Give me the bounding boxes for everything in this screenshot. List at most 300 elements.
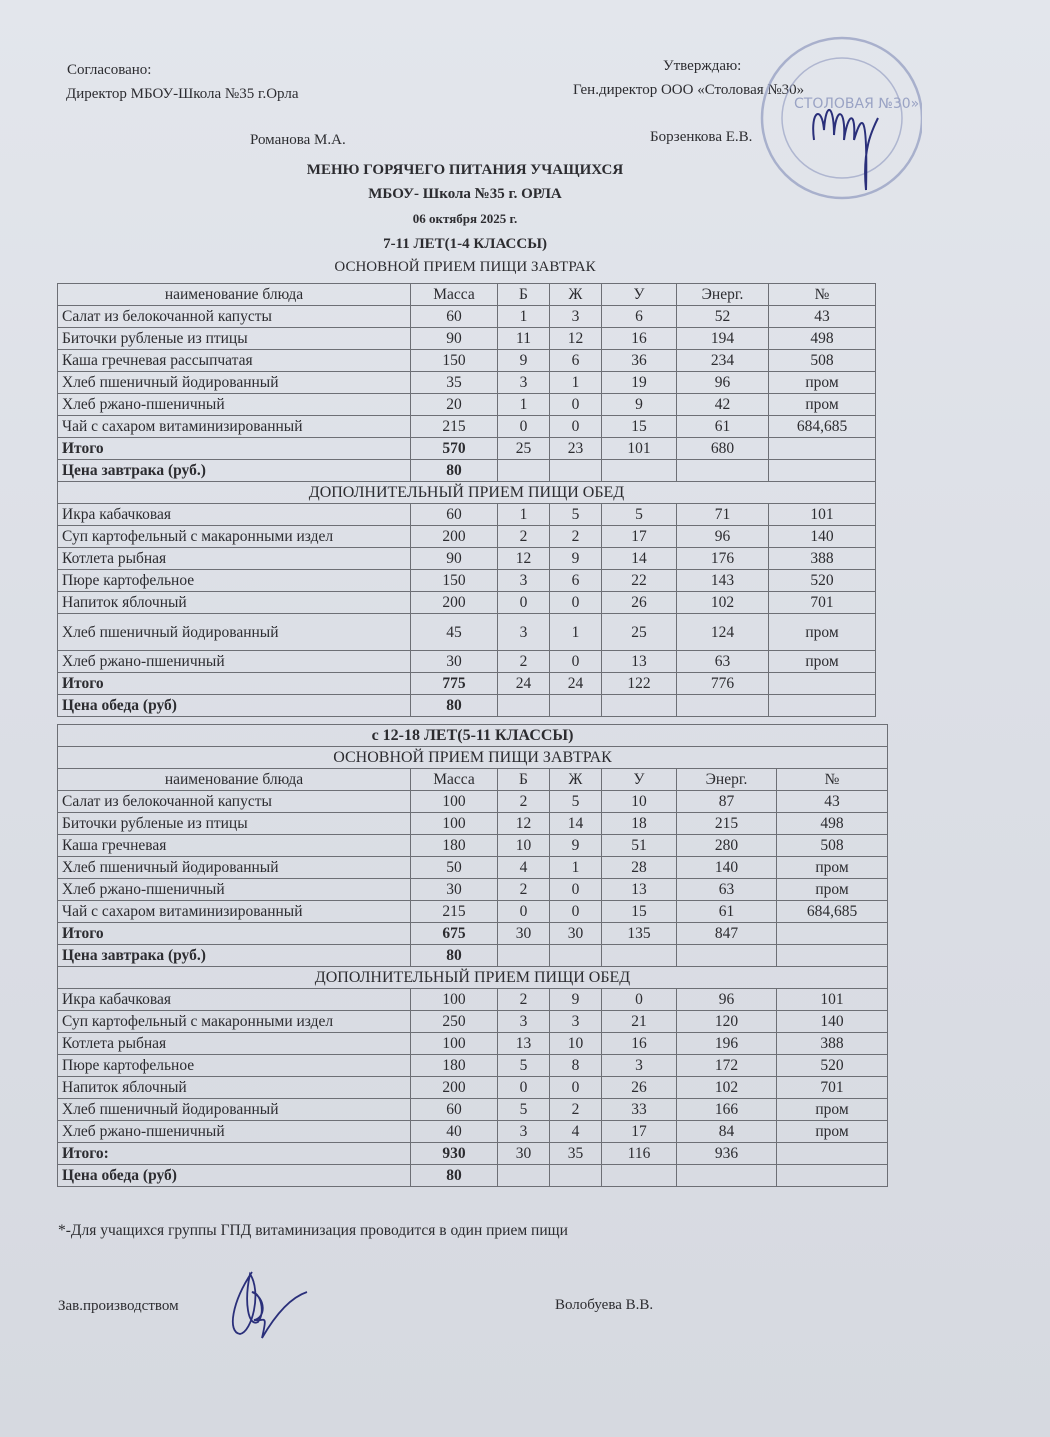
empty-cell xyxy=(602,695,677,717)
mass-cell: 60 xyxy=(411,1099,498,1121)
fat-cell: 9 xyxy=(550,835,602,857)
dish-name-cell: Суп картофельный с макаронными издел xyxy=(58,1011,411,1033)
table-row xyxy=(58,328,876,350)
recipe-number-cell: пром xyxy=(769,394,876,416)
mass-cell: 35 xyxy=(411,372,498,394)
total-carbs-cell: 116 xyxy=(602,1143,677,1165)
protein-cell: 3 xyxy=(498,614,550,651)
table-row xyxy=(58,504,876,526)
total-row xyxy=(58,1143,888,1165)
fat-cell: 0 xyxy=(550,416,602,438)
price-row xyxy=(58,945,888,967)
dish-name-cell: Хлеб пшеничный йодированный xyxy=(58,372,411,394)
table-row xyxy=(58,1077,888,1099)
dish-name-cell: Напиток яблочный xyxy=(58,1077,411,1099)
total-protein-cell: 30 xyxy=(498,1143,550,1165)
fat-cell: 6 xyxy=(550,350,602,372)
agreed-name: Романова М.А. xyxy=(250,132,346,148)
total-dish-name-cell: Итого xyxy=(58,673,411,695)
fat-cell: 0 xyxy=(550,901,602,923)
column-header-recipe-number: № xyxy=(777,769,888,791)
protein-cell: 2 xyxy=(498,989,550,1011)
protein-cell: 2 xyxy=(498,791,550,813)
mass-cell: 100 xyxy=(411,989,498,1011)
table-row xyxy=(58,1055,888,1077)
dish-name-cell: Хлеб пшеничный йодированный xyxy=(58,1099,411,1121)
fat-cell: 14 xyxy=(550,813,602,835)
protein-cell: 1 xyxy=(498,504,550,526)
energy-cell: 120 xyxy=(677,1011,777,1033)
fat-cell: 0 xyxy=(550,651,602,673)
table-row xyxy=(58,548,876,570)
mass-cell: 200 xyxy=(411,526,498,548)
mass-cell: 30 xyxy=(411,879,498,901)
protein-cell: 2 xyxy=(498,526,550,548)
protein-cell: 1 xyxy=(498,394,550,416)
table-header-row xyxy=(58,284,876,306)
fat-cell: 3 xyxy=(550,306,602,328)
carbs-cell: 16 xyxy=(602,328,677,350)
menu-table-group1 xyxy=(57,283,876,717)
fat-cell: 9 xyxy=(550,989,602,1011)
energy-cell: 102 xyxy=(677,1077,777,1099)
energy-cell: 63 xyxy=(677,651,769,673)
mass-cell: 100 xyxy=(411,1033,498,1055)
mass-cell: 100 xyxy=(411,791,498,813)
mass-cell: 50 xyxy=(411,857,498,879)
column-header-recipe-number: № xyxy=(769,284,876,306)
energy-cell: 176 xyxy=(677,548,769,570)
fat-cell: 3 xyxy=(550,1011,602,1033)
total-carbs-cell: 101 xyxy=(602,438,677,460)
table-row xyxy=(58,592,876,614)
carbs-cell: 51 xyxy=(602,835,677,857)
column-header-fat: Ж xyxy=(550,284,602,306)
empty-cell xyxy=(677,460,769,482)
recipe-number-cell: 43 xyxy=(777,791,888,813)
empty-cell xyxy=(677,695,769,717)
energy-cell: 196 xyxy=(677,1033,777,1055)
recipe-number-cell: пром xyxy=(777,857,888,879)
price-label: Цена обеда (руб) xyxy=(58,695,411,717)
table-row xyxy=(58,372,876,394)
column-header-energy: Энерг. xyxy=(677,769,777,791)
company-stamp xyxy=(742,30,922,210)
total-dish-name-cell: Итого xyxy=(58,438,411,460)
empty-cell xyxy=(602,945,677,967)
recipe-number-cell: 684,685 xyxy=(769,416,876,438)
table-row xyxy=(58,306,876,328)
carbs-cell: 17 xyxy=(602,526,677,548)
fat-cell: 0 xyxy=(550,1077,602,1099)
empty-cell xyxy=(769,460,876,482)
table-row xyxy=(58,989,888,1011)
mass-cell: 40 xyxy=(411,1121,498,1143)
agreed-position: Директор МБОУ-Школа №35 г.Орла xyxy=(66,86,299,102)
total-fat-cell: 30 xyxy=(550,923,602,945)
dish-name-cell: Хлеб ржано-пшеничный xyxy=(58,1121,411,1143)
fat-cell: 10 xyxy=(550,1033,602,1055)
group2-breakfast-title-row xyxy=(58,747,888,769)
column-header-mass: Масса xyxy=(411,284,498,306)
fat-cell: 0 xyxy=(550,394,602,416)
total-fat-cell: 23 xyxy=(550,438,602,460)
empty-cell xyxy=(498,1165,550,1187)
empty-cell xyxy=(777,945,888,967)
mass-cell: 150 xyxy=(411,570,498,592)
mass-cell: 200 xyxy=(411,592,498,614)
fat-cell: 5 xyxy=(550,791,602,813)
dish-name-cell: Биточки рубленые из птицы xyxy=(58,328,411,350)
fat-cell: 5 xyxy=(550,504,602,526)
carbs-cell: 33 xyxy=(602,1099,677,1121)
dish-name-cell: Салат из белокочанной капусты xyxy=(58,791,411,813)
price-label: Цена завтрака (руб.) xyxy=(58,945,411,967)
carbs-cell: 15 xyxy=(602,416,677,438)
recipe-number-cell: пром xyxy=(777,879,888,901)
column-header-mass: Масса xyxy=(411,769,498,791)
energy-cell: 96 xyxy=(677,989,777,1011)
dish-name-cell: Пюре картофельное xyxy=(58,570,411,592)
dish-name-cell: Хлеб ржано-пшеничный xyxy=(58,394,411,416)
total-protein-cell: 25 xyxy=(498,438,550,460)
recipe-number-cell: 43 xyxy=(769,306,876,328)
total-fat-cell: 35 xyxy=(550,1143,602,1165)
recipe-number-cell: 684,685 xyxy=(777,901,888,923)
dish-name-cell: Чай с сахаром витаминизированный xyxy=(58,901,411,923)
table-row xyxy=(58,1121,888,1143)
footer-position: Зав.производством xyxy=(58,1298,179,1314)
fat-cell: 4 xyxy=(550,1121,602,1143)
energy-cell: 96 xyxy=(677,372,769,394)
empty-cell xyxy=(550,1165,602,1187)
fat-cell: 8 xyxy=(550,1055,602,1077)
table-row xyxy=(58,614,876,651)
table-row xyxy=(58,1033,888,1055)
table-row xyxy=(58,526,876,548)
dish-name-cell: Икра кабачковая xyxy=(58,504,411,526)
protein-cell: 1 xyxy=(498,306,550,328)
recipe-number-cell: 388 xyxy=(769,548,876,570)
recipe-number-cell: пром xyxy=(769,651,876,673)
fat-cell: 0 xyxy=(550,592,602,614)
carbs-cell: 13 xyxy=(602,879,677,901)
protein-cell: 9 xyxy=(498,350,550,372)
total-energy-cell: 776 xyxy=(677,673,769,695)
empty-cell xyxy=(498,945,550,967)
price-row xyxy=(58,1165,888,1187)
production-signature xyxy=(222,1262,312,1342)
table-row xyxy=(58,1011,888,1033)
table-row xyxy=(58,879,888,901)
table-row xyxy=(58,350,876,372)
fat-cell: 2 xyxy=(550,1099,602,1121)
recipe-number-cell: 701 xyxy=(777,1077,888,1099)
carbs-cell: 28 xyxy=(602,857,677,879)
recipe-number-cell: 520 xyxy=(769,570,876,592)
empty-cell xyxy=(550,945,602,967)
recipe-number-cell: 508 xyxy=(769,350,876,372)
total-mass-cell: 775 xyxy=(411,673,498,695)
fat-cell: 12 xyxy=(550,328,602,350)
mass-cell: 200 xyxy=(411,1077,498,1099)
empty-cell xyxy=(498,695,550,717)
carbs-cell: 25 xyxy=(602,614,677,651)
column-header-dish-name: наименование блюда xyxy=(58,284,411,306)
group2-lunch-title: ДОПОЛНИТЕЛЬНЫЙ ПРИЕМ ПИЩИ ОБЕД xyxy=(58,967,888,989)
carbs-cell: 21 xyxy=(602,1011,677,1033)
carbs-cell: 10 xyxy=(602,791,677,813)
price-label: Цена обеда (руб) xyxy=(58,1165,411,1187)
protein-cell: 5 xyxy=(498,1055,550,1077)
energy-cell: 140 xyxy=(677,857,777,879)
recipe-number-cell: 140 xyxy=(777,1011,888,1033)
mass-cell: 30 xyxy=(411,651,498,673)
energy-cell: 166 xyxy=(677,1099,777,1121)
carbs-cell: 26 xyxy=(602,1077,677,1099)
fat-cell: 1 xyxy=(550,614,602,651)
recipe-number-cell: 498 xyxy=(769,328,876,350)
energy-cell: 63 xyxy=(677,879,777,901)
total-carbs-cell: 135 xyxy=(602,923,677,945)
protein-cell: 0 xyxy=(498,592,550,614)
mass-cell: 215 xyxy=(411,416,498,438)
protein-cell: 0 xyxy=(498,1077,550,1099)
carbs-cell: 22 xyxy=(602,570,677,592)
empty-cell xyxy=(677,1165,777,1187)
table-row xyxy=(58,416,876,438)
mass-cell: 150 xyxy=(411,350,498,372)
table-row xyxy=(58,791,888,813)
energy-cell: 143 xyxy=(677,570,769,592)
dish-name-cell: Чай с сахаром витаминизированный xyxy=(58,416,411,438)
protein-cell: 4 xyxy=(498,857,550,879)
dish-name-cell: Салат из белокочанной капусты xyxy=(58,306,411,328)
total-mass-cell: 675 xyxy=(411,923,498,945)
group1-lunch-title: ДОПОЛНИТЕЛЬНЫЙ ПРИЕМ ПИЩИ ОБЕД xyxy=(58,482,876,504)
energy-cell: 71 xyxy=(677,504,769,526)
mass-cell: 250 xyxy=(411,1011,498,1033)
table-row xyxy=(58,394,876,416)
school-title: МБОУ- Школа №35 г. ОРЛА xyxy=(368,186,562,202)
group2-lunch-title-row xyxy=(58,967,888,989)
protein-cell: 10 xyxy=(498,835,550,857)
table-row xyxy=(58,835,888,857)
recipe-number-cell: 498 xyxy=(777,813,888,835)
table-row xyxy=(58,857,888,879)
total-recipe-number-cell xyxy=(769,438,876,460)
column-header-energy: Энерг. xyxy=(677,284,769,306)
menu-date: 06 октября 2025 г. xyxy=(412,211,518,226)
total-energy-cell: 936 xyxy=(677,1143,777,1165)
column-header-dish-name: наименование блюда xyxy=(58,769,411,791)
dish-name-cell: Хлеб ржано-пшеничный xyxy=(58,879,411,901)
carbs-cell: 14 xyxy=(602,548,677,570)
protein-cell: 3 xyxy=(498,1121,550,1143)
empty-cell xyxy=(602,460,677,482)
total-carbs-cell: 122 xyxy=(602,673,677,695)
mass-cell: 90 xyxy=(411,548,498,570)
group2-title-row xyxy=(58,725,888,747)
group1-title: 7-11 ЛЕТ(1-4 КЛАССЫ) xyxy=(383,236,547,252)
total-recipe-number-cell xyxy=(769,673,876,695)
recipe-number-cell: 140 xyxy=(769,526,876,548)
menu-table-group2 xyxy=(57,724,888,1187)
protein-cell: 12 xyxy=(498,548,550,570)
recipe-number-cell: пром xyxy=(777,1099,888,1121)
approve-position: Ген.директор ООО «Столовая №30» xyxy=(573,82,805,98)
carbs-cell: 0 xyxy=(602,989,677,1011)
energy-cell: 102 xyxy=(677,592,769,614)
recipe-number-cell: 388 xyxy=(777,1033,888,1055)
total-fat-cell: 24 xyxy=(550,673,602,695)
footer-name: Волобуева В.В. xyxy=(555,1297,654,1313)
group2-title: с 12-18 ЛЕТ(5-11 КЛАССЫ) xyxy=(58,725,888,747)
carbs-cell: 36 xyxy=(602,350,677,372)
energy-cell: 84 xyxy=(677,1121,777,1143)
total-mass-cell: 570 xyxy=(411,438,498,460)
table-row xyxy=(58,901,888,923)
dish-name-cell: Суп картофельный с макаронными издел xyxy=(58,526,411,548)
column-header-carbs: У xyxy=(602,769,677,791)
carbs-cell: 13 xyxy=(602,651,677,673)
carbs-cell: 19 xyxy=(602,372,677,394)
protein-cell: 11 xyxy=(498,328,550,350)
carbs-cell: 3 xyxy=(602,1055,677,1077)
empty-cell xyxy=(677,945,777,967)
dish-name-cell: Биточки рубленые из птицы xyxy=(58,813,411,835)
energy-cell: 52 xyxy=(677,306,769,328)
carbs-cell: 26 xyxy=(602,592,677,614)
recipe-number-cell: пром xyxy=(769,614,876,651)
mass-cell: 45 xyxy=(411,614,498,651)
protein-cell: 2 xyxy=(498,651,550,673)
mass-cell: 60 xyxy=(411,306,498,328)
approve-label: Утверждаю: xyxy=(663,58,742,74)
price-label: Цена завтрака (руб.) xyxy=(58,460,411,482)
price-value: 80 xyxy=(411,945,498,967)
protein-cell: 3 xyxy=(498,372,550,394)
total-energy-cell: 680 xyxy=(677,438,769,460)
carbs-cell: 18 xyxy=(602,813,677,835)
protein-cell: 3 xyxy=(498,570,550,592)
energy-cell: 42 xyxy=(677,394,769,416)
menu-title: МЕНЮ ГОРЯЧЕГО ПИТАНИЯ УЧАЩИХСЯ xyxy=(306,162,624,178)
energy-cell: 215 xyxy=(677,813,777,835)
dish-name-cell: Икра кабачковая xyxy=(58,989,411,1011)
table-row xyxy=(58,570,876,592)
fat-cell: 6 xyxy=(550,570,602,592)
dish-name-cell: Хлеб пшеничный йодированный xyxy=(58,614,411,651)
table-row xyxy=(58,813,888,835)
dish-name-cell: Пюре картофельное xyxy=(58,1055,411,1077)
energy-cell: 172 xyxy=(677,1055,777,1077)
recipe-number-cell: 701 xyxy=(769,592,876,614)
carbs-cell: 5 xyxy=(602,504,677,526)
mass-cell: 180 xyxy=(411,1055,498,1077)
group1-breakfast-title: ОСНОВНОЙ ПРИЕМ ПИЩИ ЗАВТРАК xyxy=(334,259,596,275)
approve-name: Борзенкова Е.В. xyxy=(650,129,753,145)
total-dish-name-cell: Итого: xyxy=(58,1143,411,1165)
dish-name-cell: Котлета рыбная xyxy=(58,548,411,570)
fat-cell: 2 xyxy=(550,526,602,548)
energy-cell: 96 xyxy=(677,526,769,548)
footnote: *-Для учащихся группы ГПД витаминизация проводится в один прием пищи xyxy=(58,1222,568,1239)
column-header-carbs: У xyxy=(602,284,677,306)
protein-cell: 5 xyxy=(498,1099,550,1121)
recipe-number-cell: 101 xyxy=(769,504,876,526)
empty-cell xyxy=(550,460,602,482)
protein-cell: 2 xyxy=(498,879,550,901)
price-row xyxy=(58,695,876,717)
total-dish-name-cell: Итого xyxy=(58,923,411,945)
recipe-number-cell: пром xyxy=(769,372,876,394)
price-value: 80 xyxy=(411,1165,498,1187)
total-row xyxy=(58,923,888,945)
mass-cell: 100 xyxy=(411,813,498,835)
column-header-protein: Б xyxy=(498,769,550,791)
total-protein-cell: 30 xyxy=(498,923,550,945)
carbs-cell: 16 xyxy=(602,1033,677,1055)
energy-cell: 194 xyxy=(677,328,769,350)
recipe-number-cell: пром xyxy=(777,1121,888,1143)
energy-cell: 61 xyxy=(677,416,769,438)
price-value: 80 xyxy=(411,460,498,482)
dish-name-cell: Каша гречневая рассыпчатая xyxy=(58,350,411,372)
dish-name-cell: Котлета рыбная xyxy=(58,1033,411,1055)
total-row xyxy=(58,673,876,695)
protein-cell: 0 xyxy=(498,901,550,923)
mass-cell: 215 xyxy=(411,901,498,923)
table-row xyxy=(58,1099,888,1121)
dish-name-cell: Каша гречневая xyxy=(58,835,411,857)
carbs-cell: 6 xyxy=(602,306,677,328)
column-header-protein: Б xyxy=(498,284,550,306)
group2-breakfast-title: ОСНОВНОЙ ПРИЕМ ПИЩИ ЗАВТРАК xyxy=(58,747,888,769)
energy-cell: 280 xyxy=(677,835,777,857)
fat-cell: 9 xyxy=(550,548,602,570)
carbs-cell: 9 xyxy=(602,394,677,416)
carbs-cell: 17 xyxy=(602,1121,677,1143)
total-recipe-number-cell xyxy=(777,923,888,945)
table-row xyxy=(58,651,876,673)
recipe-number-cell: 520 xyxy=(777,1055,888,1077)
empty-cell xyxy=(769,695,876,717)
price-value: 80 xyxy=(411,695,498,717)
empty-cell xyxy=(550,695,602,717)
agreed-label: Согласовано: xyxy=(67,62,152,78)
empty-cell xyxy=(602,1165,677,1187)
mass-cell: 90 xyxy=(411,328,498,350)
recipe-number-cell: 101 xyxy=(777,989,888,1011)
mass-cell: 20 xyxy=(411,394,498,416)
protein-cell: 0 xyxy=(498,416,550,438)
stamp-text: СТОЛОВАЯ №30» xyxy=(794,96,920,112)
empty-cell xyxy=(498,460,550,482)
energy-cell: 61 xyxy=(677,901,777,923)
energy-cell: 124 xyxy=(677,614,769,651)
group1-lunch-title-row xyxy=(58,482,876,504)
protein-cell: 3 xyxy=(498,1011,550,1033)
empty-cell xyxy=(777,1165,888,1187)
fat-cell: 1 xyxy=(550,857,602,879)
energy-cell: 87 xyxy=(677,791,777,813)
protein-cell: 13 xyxy=(498,1033,550,1055)
dish-name-cell: Хлеб ржано-пшеничный xyxy=(58,651,411,673)
mass-cell: 180 xyxy=(411,835,498,857)
carbs-cell: 15 xyxy=(602,901,677,923)
dish-name-cell: Напиток яблочный xyxy=(58,592,411,614)
